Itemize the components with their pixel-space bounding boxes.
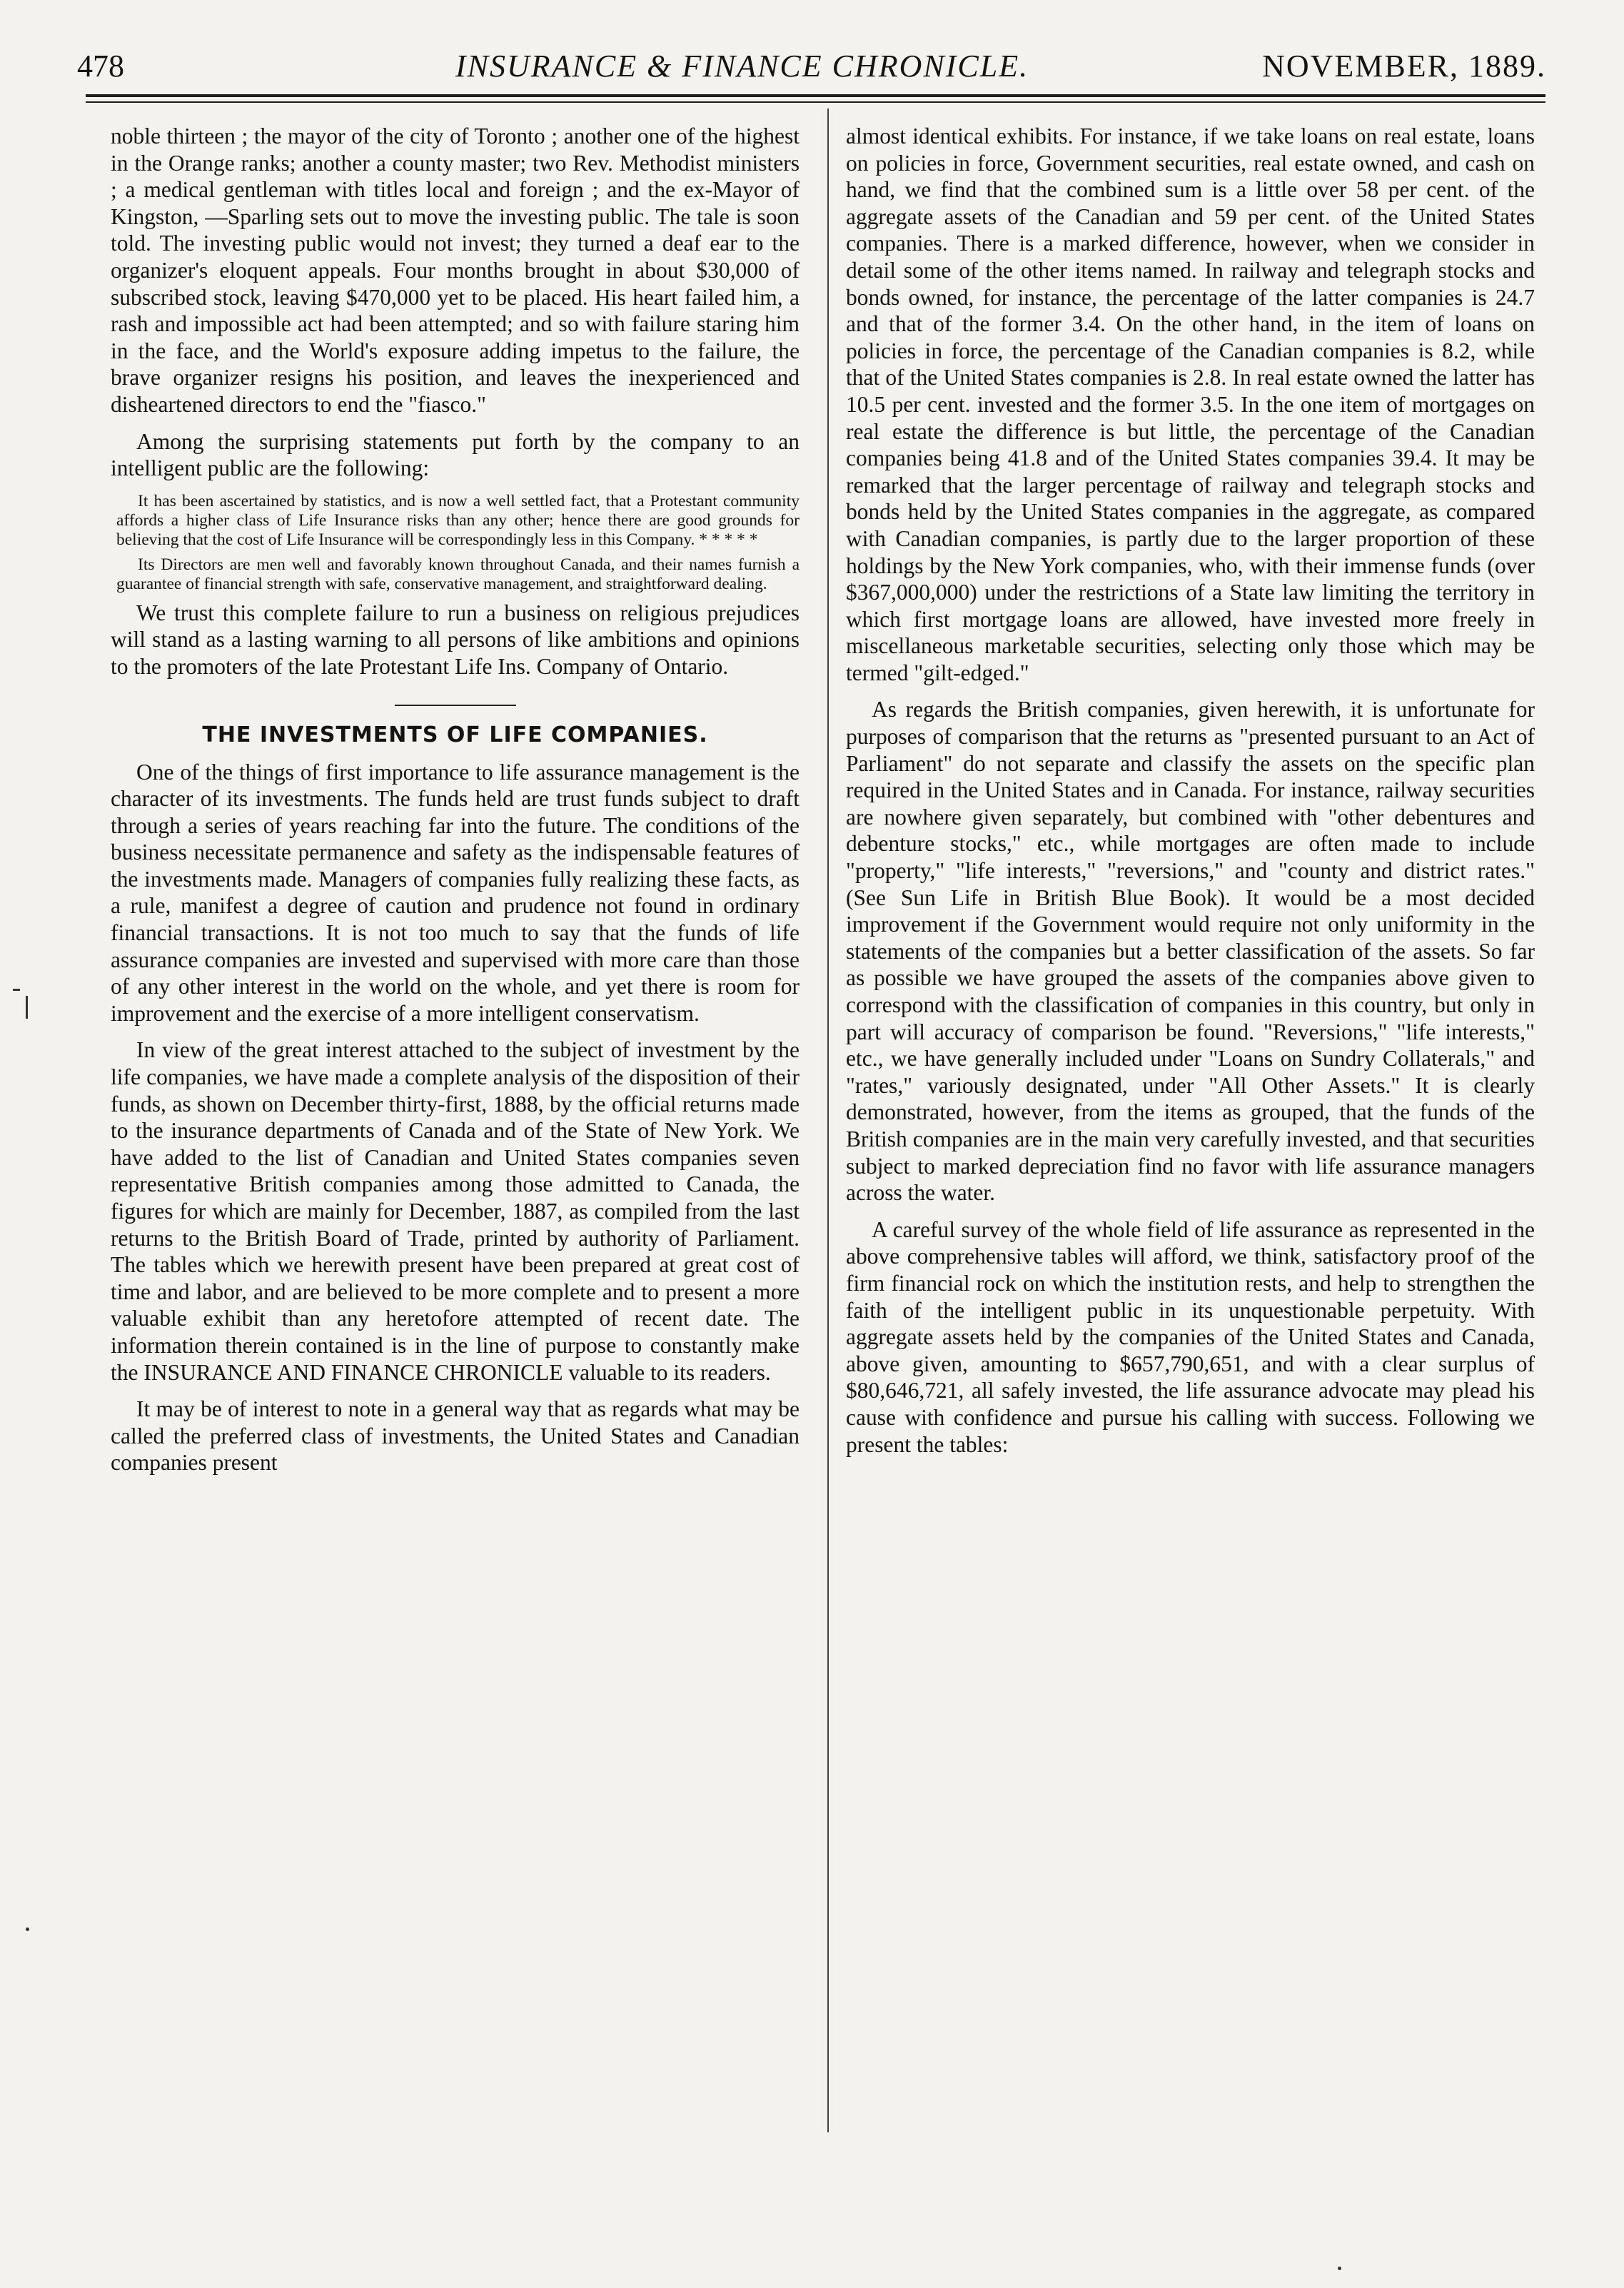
margin-mark xyxy=(1338,2267,1341,2270)
article-paragraph: As regards the British companies, given herewith, it is unfortunate for purposes of comparison that the returns as "presented pursuant to an Act of Parliament" do not separate and classify the assets on the specific plan required in the United States and in Canada. For instance, railway securities are nowhere given separately, but combined with "other debentures and debenture stocks," etc., while mortgages are often made to include "property," "life interests," "reversions," and "county and district rates." (See Sun Life in British Blue Book). It would be a most decided improvement if the Government would require not only uniformity in the statements of the companies but a better classification of the assets. So far as possible we have grouped the assets of the companies above given to correspond with the classification of companies in this country, but only in part will accuracy of comparison be found. "Reversions," "life interests," etc., we have generally included under "Loans on Sundry Collaterals," and "rates," variously designated, under "All Other Assets." It is clearly demonstrated, however, from the items as grouped, that the funds of the British companies are in the main very carefully invested, and that securities subject to marked depreciation find no favor with life assurance managers across the water. xyxy=(846,697,1535,1206)
article-paragraph: Among the surprising statements put forth by the company to an intelligent public are the following: xyxy=(111,428,800,481)
quoted-statement: It has been ascertained by statistics, and is now a well settled fact, that a Protestant community affords a higher class of Life Insurance risks than any other; hence there are good grounds for believing that the cost of Life Insurance will be correspondingly less in this Company. * * * * * xyxy=(116,491,800,549)
margin-mark xyxy=(26,996,28,1019)
article-paragraph: It may be of interest to note in a general way that as regards what may be called the preferred class of investments, the United States and Canadian companies present xyxy=(111,1396,800,1476)
publication-title: INSURANCE & FINANCE CHRONICLE. xyxy=(455,49,1029,84)
page-number: 478 xyxy=(77,49,124,84)
left-column xyxy=(111,123,800,1486)
article-paragraph: We trust this complete failure to run a business on religious prejudices will stand as a lasting warning to all persons of like ambitions and opinions to the promoters of the late Protestant Life Ins. Company of Ontario. xyxy=(111,600,800,679)
section-heading: THE INVESTMENTS OF LIFE COMPANIES. xyxy=(202,722,708,747)
quoted-statement: Its Directors are men well and favorably known throughout Canada, and their names furnish a guarantee of financial strength with safe, conservative management, and straightforward dealing. xyxy=(116,555,800,593)
article-paragraph: One of the things of first importance to life assurance management is the character of its investments. The funds held are trust funds subject to draft through a series of years reaching far into the future. The conditions of the business necessitate permanence and safety as the indispensable features of the investments made. Managers of companies fully realizing these facts, as a rule, manifest a degree of caution and prudence not found in ordinary financial transactions. It is not too much to say that the funds of life assurance companies are invested and supervised with more care than those of any other interest in the world on the whole, and yet there is room for improvement and the exercise of a more intelligent conservatism. xyxy=(111,759,800,1026)
issue-date: NOVEMBER, 1889. xyxy=(1262,49,1546,84)
header-rule-thick xyxy=(86,94,1545,97)
margin-mark xyxy=(26,1927,29,1931)
page-header xyxy=(77,41,1546,91)
section-rule xyxy=(395,705,516,706)
article-paragraph: A careful survey of the whole field of life assurance as represented in the above comprehensive tables will afford, we think, satisfactory proof of the firm financial rock on which the institution rests, and help to strengthen the faith of the intelligent public in its unquestionable perpetuity. With aggregate assets held by the companies of the United States and Canada, above given, amounting to $657,790,651, and with a clear surplus of $80,646,721, all safely invested, the life assurance advocate may plead his cause with confidence and pursue his calling with success. Following we present the tables: xyxy=(846,1216,1535,1457)
article-paragraph: noble thirteen ; the mayor of the city of Toronto ; another one of the highest in the Orange ranks; another a county master; two Rev. Methodist ministers ; a medical gentleman with titles local and foreign ; and the ex-Mayor of Kingston, —Sparling sets out to move the investing public. The tale is soon told. The investing public would not invest; they turned a deaf ear to the organizer's eloquent appeals. Four months brought in about $30,000 of subscribed stock, leaving $470,000 yet to be placed. His heart failed him, a rash and impossible act had been attempted; and so with failure staring him in the face, and the World's exposure adding impetus to the failure, the brave organizer resigns his position, and leaves the inexperienced and disheartened directors to end the "fiasco." xyxy=(111,124,800,417)
article-paragraph: In view of the great interest attached to the subject of investment by the life companies, we have made a complete analysis of the disposition of their funds, as shown on December thirty-first, 1888, by the official returns made to the insurance departments of Canada and of the State of New York. We have added to the list of Canadian and United States companies seven representative British companies among those admitted to Canada, the figures for which are mainly for December, 1887, as compiled from the last returns to the British Board of Trade, printed by authority of Parliament. The tables which we herewith present have been prepared at great cost of time and labor, and are believed to be more complete and to present a more valuable exhibit than any heretofore attempted of recent date. The information therein contained is in the line of purpose to constantly make the INSURANCE AND FINANCE CHRONICLE valuable to its readers. xyxy=(111,1037,800,1385)
article-paragraph: almost identical exhibits. For instance, if we take loans on real estate, loans on policies in force, Government securities, real estate owned, and cash on hand, we find that the combined sum is a little over 58 per cent. of the aggregate assets of the Canadian and 59 per cent. of the United States companies. There is a marked difference, however, when we consider in detail some of the other items named. In railway and telegraph stocks and bonds owned, for instance, the percentage of the latter companies is 24.7 and that of the former 3.4. On the other hand, in the item of loans on policies in force, the percentage of the Canadian companies is 8.2, while that of the United States companies is 2.8. In real estate owned the latter has 10.5 per cent. invested and the former 3.5. In the one item of mortgages on real estate the difference is but little, the percentage of the Canadian companies being 41.8 and of the United States companies 39.4. It may be remarked that the larger percentage of railway and telegraph stocks and bonds held by the United States companies in the aggregate, as compared with Canadian companies, is partly due to the larger proportion of these holdings by the New York companies, who, with their immense funds (over $367,000,000) under the restrictions of a State law limiting the territory in which first mortgage loans are allowed, have invested more freely in miscellaneous marketable securities, selecting only those which may be termed "gilt-edged." xyxy=(846,124,1535,685)
right-column xyxy=(846,123,1535,1468)
margin-mark xyxy=(13,989,20,991)
header-rule-thin xyxy=(86,101,1545,103)
column-divider xyxy=(827,109,829,2132)
